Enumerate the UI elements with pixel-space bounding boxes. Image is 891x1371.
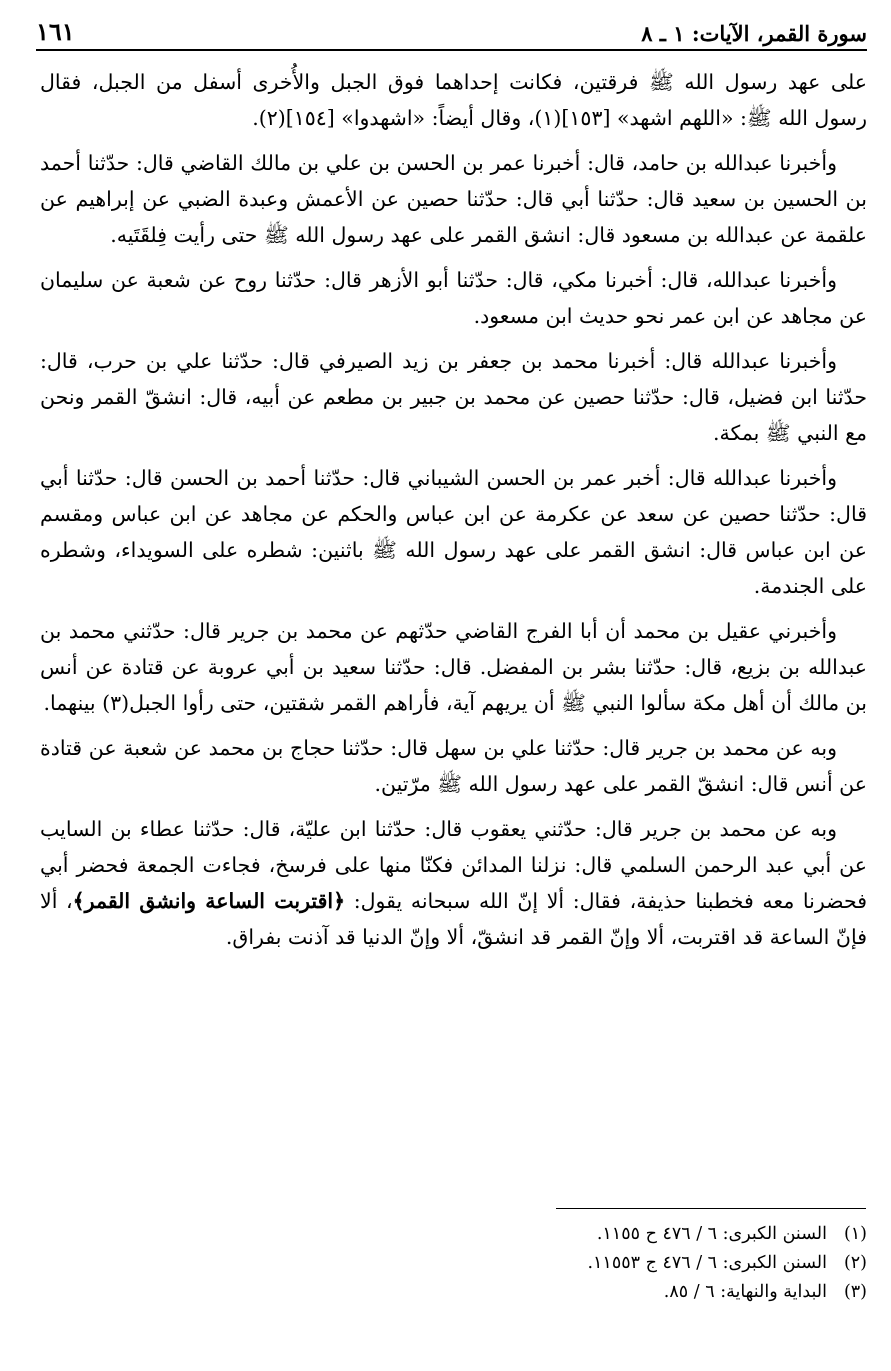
- footnote-number: (٣): [843, 1282, 867, 1302]
- footnote: [380, 1278, 867, 1307]
- surah-title: سورة القمر، الآيات: ١ ـ ٨: [641, 21, 867, 46]
- page-number: ١٦١: [36, 17, 75, 46]
- footnote: [380, 1220, 867, 1249]
- paragraph: وبه عن محمد بن جرير قال: حدّثنا علي بن سهل قال: حدّثنا حجاج بن محمد عن شعبة عن قتادة عن أنس قال: انشقّ القمر على عهد رسول الله ﷺ مرّتين.: [40, 736, 867, 796]
- paragraph-tail: ، ألا فإنّ الساعة قد اقتربت، ألا وإنّ القمر قد انشقّ، ألا وإنّ الدنيا قد آذنت بفراق.: [40, 889, 867, 949]
- paragraph: وأخبرنا عبدالله بن حامد، قال: أخبرنا عمر بن الحسن بن علي بن مالك القاضي قال: حدّثنا أحمد بن الحسين بن سعيد قال: حدّثنا أبي قال: حدّثنا حصين عن الأعمش وعبدة الضبي عن إبراهيم عن علقمة عن عبدالله بن مسعود قال: انشق القمر على عهد رسول الله ﷺ حتى رأيت فِلقَتَيه.: [40, 151, 867, 247]
- main-text: [40, 64, 867, 964]
- footnote-text: البداية والنهاية: ٦ / ٨٥.: [663, 1282, 827, 1302]
- footnote-text: السنن الكبرى: ٦ / ٤٧٦ ج ١١٥٥٣.: [587, 1253, 827, 1273]
- footnote-number: (٢): [843, 1253, 867, 1273]
- footnote-text: السنن الكبرى: ٦ / ٤٧٦ ح ١١٥٥.: [596, 1224, 827, 1244]
- paragraph: وأخبرنا عبدالله قال: أخبر عمر بن الحسن الشيباني قال: حدّثنا أحمد بن الحسن قال: حدّثنا أبي قال: حدّثنا حصين عن سعد عن عكرمة عن ابن عباس والحكم عن مجاهد عن ابن عباس ومقسم عن ابن عباس قال: انشق القمر على عهد رسول الله ﷺ باثنين: شطره على السويداء، وشطره على الجندمة.: [40, 466, 867, 598]
- paragraph: وأخبرنا عبدالله قال: أخبرنا محمد بن جعفر بن زيد الصيرفي قال: حدّثنا علي بن حرب، قال: حدّثنا ابن فضيل، قال: حدّثنا حصين عن محمد بن جبير بن مطعم عن أبيه، قال: انشقّ القمر ونحن مع النبي ﷺ بمكة.: [40, 349, 867, 445]
- paragraph: على عهد رسول الله ﷺ فرقتين، فكانت إحداهما فوق الجبل والأُخرى أسفل من الجبل، فقال رسول الله ﷺ: «اللهم اشهد» [١٥٣](١)، وقال أيضاً: «اشهدوا» [١٥٤](٢).: [40, 70, 867, 130]
- paragraph-last: [40, 811, 867, 955]
- paragraph-text: وبه عن محمد بن جرير قال: حدّثني يعقوب قال: حدّثنا ابن عليّة، قال: حدّثنا عطاء بن السايب عن أبي عبد الرحمن السلمي قال: نزلنا المدائن فكنّا منها على فرسخ، فجاءت الجمعة فحضر أبي فحضرنا معه فخطبنا حذيفة، فقال: ألا إنّ الله سبحانه يقول:: [40, 817, 867, 913]
- footnote-divider: [556, 1208, 866, 1209]
- paragraph: وأخبرني عقيل بن محمد أن أبا الفرج القاضي حدّثهم عن محمد بن جرير قال: حدّثني محمد بن عبدالله بن بزيع، قال: حدّثنا بشر بن المفضل. قال: حدّثنا سعيد بن أبي عروبة عن قتادة عن أنس بن مالك أن أهل مكة سألوا النبي ﷺ أن يريهم آية، فأراهم القمر شقتين، حتى رأوا الجبل(٣) بينهما.: [40, 619, 867, 715]
- paragraph: وأخبرنا عبدالله، قال: أخبرنا مكي، قال: حدّثنا أبو الأزهر قال: حدّثنا روح عن شعبة عن سليمان عن مجاهد عن ابن عمر نحو حديث ابن مسعود.: [40, 268, 867, 328]
- page-header: [36, 10, 867, 51]
- footnote-number: (١): [843, 1224, 867, 1244]
- footnote: [380, 1249, 867, 1278]
- quran-quote: ﴿اقتربت الساعة وانشق القمر﴾: [72, 889, 346, 913]
- footnotes: [380, 1220, 867, 1307]
